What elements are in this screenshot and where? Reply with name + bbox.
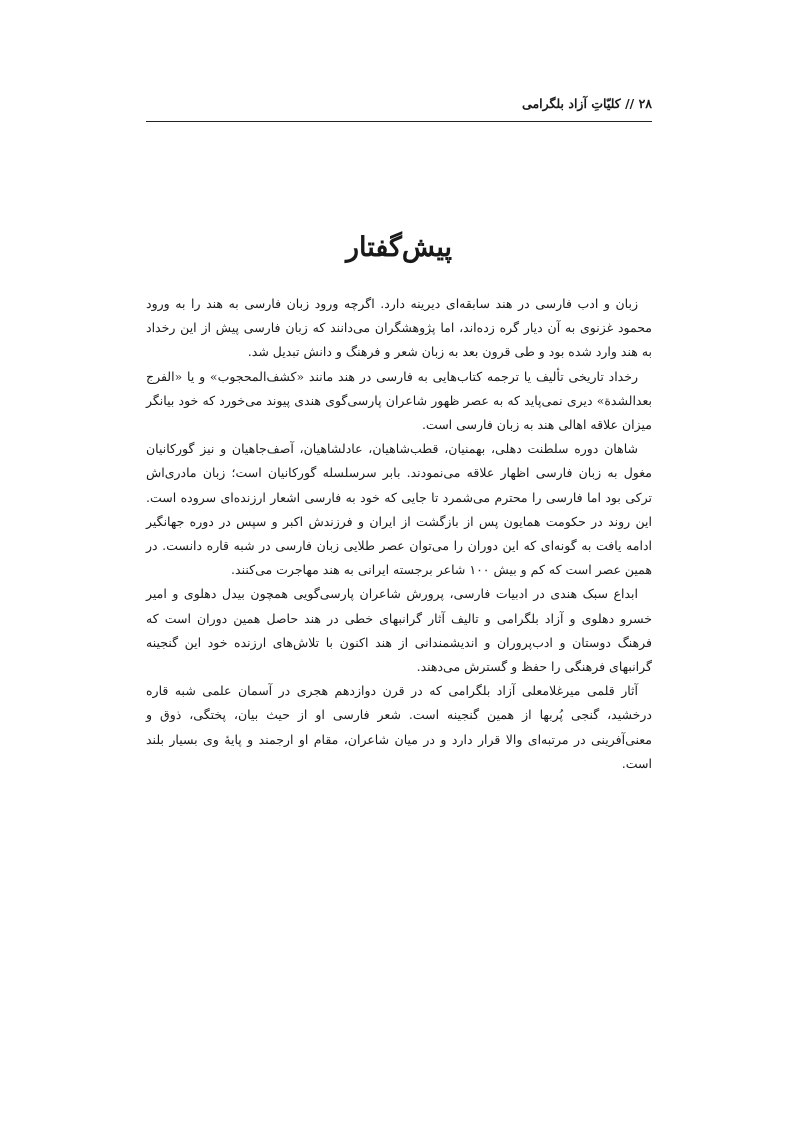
chapter-title: پیش‌گفتار	[345, 232, 452, 263]
body-text	[146, 292, 652, 776]
paragraph: ابداع سبک هندی در ادبیات فارسی، پرورش شاعران پارسی‌گویی همچون بیدل دهلوی و امیر خسرو دهلوی و آزاد بلگرامی و تالیف آثار گرانبهای خطی در هند حاصل همین دوران است که فرهنگ دوستان و ادب‌پروران و اندیشمندانی از هند اکنون با تلاش‌های ارزنده خود این گنجینه گرانبهای فرهنگی را حفظ و گسترش می‌دهند.	[146, 586, 652, 675]
paragraph: شاهان دوره سلطنت دهلی، بهمنیان، قطب‌شاهیان، عادلشاهیان، آصف‌جاهیان و نیز گورکانیان مغول به زبان فارسی اظهار علاقه می‌نمودند. بابر سرسلسله گورکانیان است؛ زبان مادری‌اش ترکی بود اما فارسی را محترم می‌شمرد تا جایی که خود به فارسی اشعار ارزنده‌ای سروده است. این روند در حکومت همایون پس از بازگشت از ایران و فرزندش اکبر و سپس در دوره جهانگیر ادامه یافت به گونه‌ای که این دوران را می‌توان عصر طلایی زبان فارسی در شبه قاره دانست. در همین عصر است که کم و بیش ۱۰۰ شاعر برجسته ایرانی به هند مهاجرت می‌کنند.	[146, 441, 652, 578]
paragraph: زبان و ادب فارسی در هند سابقه‌ای دیرینه دارد. اگرچه ورود زبان فارسی به هند را به ورود محمود غزنوی به آن دیار گره زده‌اند، اما پژوهشگران می‌دانند که زبان فارسی پیش از این رخداد به هند وارد شده بود و طی قرون بعد به زبان شعر و فرهنگ و دانش تبدیل شد.	[146, 296, 652, 360]
paragraph: رخداد تاریخی تألیف یا ترجمه کتاب‌هایی به فارسی در هند مانند «کشف‌المحجوب» و یا «الفرج بعدالشدة» دیری نمی‌پاید که به عصر ظهور شاعران پارسی‌گوی هندی پیوند می‌خورد که خود بیانگر میزان علاقه اهالی هند به زبان فارسی است.	[146, 368, 652, 433]
header-divider	[146, 121, 652, 122]
running-header: ۲۸ // کلیّاتِ آزاد بلگرامی	[522, 96, 652, 111]
paragraph: آثار قلمی میرغلامعلی آزاد بلگرامی که در قرن دوازدهم هجری در آسمان علمی شبه قاره درخشید، گنجی پُربها از همین گنجینه است. شعر فارسی او از حیث بیان، پختگی، ذوق و معنی‌آفرینی در مرتبه‌ای والا قرار دارد و در میان شاعران، مقام او ارجمند و پایهٔ وی بسیار بلند است.	[146, 683, 652, 771]
